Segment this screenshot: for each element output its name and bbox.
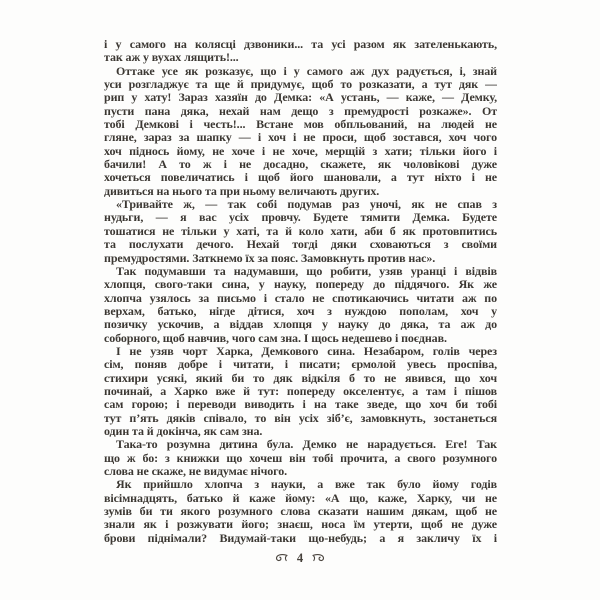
text-line: що ж бо: з книжки що хочеш він тобі прочита, а свого розумного bbox=[104, 451, 497, 465]
text-line: уси розгладжує та ще й придумує, щоб то розказати, а тут дяк — bbox=[104, 78, 497, 92]
text-line: хлопча узялось за письмо і стало не спотикаючись читати аж по bbox=[104, 291, 497, 305]
text-line: хоч піднось йому, не хоче і не хоче, мерщій з хати; тільки його і bbox=[104, 144, 497, 158]
text-line: так аж у вухах лящить!... bbox=[104, 51, 239, 65]
text-line: дивиться на нього та при ньому величають других. bbox=[104, 184, 380, 198]
text-line: зумів би ти якого розумного слова сказати нашим дякам, щоб не bbox=[104, 505, 497, 519]
paragraph bbox=[104, 345, 497, 438]
fleuron-right-icon bbox=[312, 553, 326, 563]
text-line: один та й докінча, як сам зна. bbox=[104, 424, 263, 438]
text-line: брови піднімали? Видумай-таки що-небудь; а я закличу їх і bbox=[104, 531, 497, 545]
paragraph bbox=[104, 198, 497, 265]
text-line: соборного, щоб навчив, чого сам зна. І щось недешево і поєднав. bbox=[104, 331, 447, 345]
paragraph bbox=[104, 265, 497, 345]
text-line: нудьги, — я вас усіх провчу. Будете тямити Демка. Будете bbox=[104, 211, 497, 225]
text-line: знали як і розжувати його; знаєш, носа їм утерти, щоб не дуже bbox=[104, 518, 497, 532]
text-line: тошатися не тільки у хаті, та й коло хати, аби б як протовпитись bbox=[104, 224, 497, 238]
page-number: 4 bbox=[296, 551, 304, 565]
text-line: сім, поняв добре і читати, і писати; єрмолой увесь проспіва, bbox=[104, 358, 497, 372]
text-line: починай, а Харко вже й тут: попереду окселентує, а там і пішов bbox=[104, 384, 497, 398]
text-line: вісімнадцять, батько й каже йому: «А що, каже, Харку, чи не bbox=[104, 491, 497, 505]
text-line: рип у хату! Зараз хазяїн до Демка: «А устань, — каже, — Демку, bbox=[104, 91, 497, 105]
fleuron-left-icon bbox=[274, 553, 288, 563]
text-line: позичку ускочив, а віддав хлопця у науку до дяка, та аж до bbox=[104, 318, 497, 332]
text-line: стихири усякі, який би то дяк відкіля б то не явився, що хоч bbox=[104, 371, 497, 385]
text-line: Як прийшло хлопча з науки, а вже так було йому годів bbox=[116, 478, 497, 492]
text-line: І не узяв чорт Харка, Демкового сина. Незабаром, голів через bbox=[116, 344, 497, 358]
text-line: пусти пана дяка, нехай нам дещо з премудрості розкаже». От bbox=[104, 104, 497, 118]
text-line: Оттаке усе як розказує, що і у самого аж дух радується, і, знай bbox=[116, 64, 497, 78]
text-line: слова не скаже, не видумає нічого. bbox=[104, 465, 287, 478]
text-line: Така-то розумна дитина була. Демко не нарадується. Еге! Так bbox=[116, 438, 497, 452]
page-footer bbox=[0, 551, 600, 565]
text-line: «Тривайте ж, — так собі подумав раз уночі, як не спав з bbox=[116, 198, 497, 212]
paragraph bbox=[104, 65, 497, 198]
text-line: Так подумавши та надумавши, що робити, узяв уранці і відвів bbox=[116, 264, 497, 278]
text-line: сам горою; і переводи виводить і на таке зведе, що хоч би тобі bbox=[104, 398, 497, 412]
text-line: та послухати дечого. Нехай тогді дяки сховаються з своїми bbox=[104, 238, 497, 252]
text-block bbox=[104, 38, 497, 545]
text-line: гляне, зараз за шапку — і хоч і не проси, щоб зостався, хоч чого bbox=[104, 131, 497, 145]
text-line: верхам, батько, нігде дітися, хоч з нуждою пополам, хоч у bbox=[104, 304, 497, 318]
text-line: бачили! А то ж і не досадно, скажете, як чоловікові дуже bbox=[104, 158, 497, 172]
text-line: премудростями. Заткнемо їх за пояс. Замовкнуть против нас». bbox=[104, 251, 436, 265]
text-line: і у самого на колясці дзвоники... та усі разом як зателенькають, bbox=[104, 38, 497, 51]
text-line: тут п’ять дяків співало, то він усіх зіб’є, замовкнуть, зостанеться bbox=[104, 411, 497, 425]
paragraph bbox=[104, 478, 497, 545]
paragraph bbox=[104, 438, 497, 478]
text-line: тобі Демкові і честь!... Встане мов обпльований, на людей не bbox=[104, 118, 497, 132]
text-line: хлопця, свого-таки сина, у науку, попереду до піддячого. Як же bbox=[104, 278, 497, 292]
paragraph bbox=[104, 38, 497, 65]
text-line: хочеться повеличатись і щоб його шановали, а тут ніхто і не bbox=[104, 171, 497, 185]
